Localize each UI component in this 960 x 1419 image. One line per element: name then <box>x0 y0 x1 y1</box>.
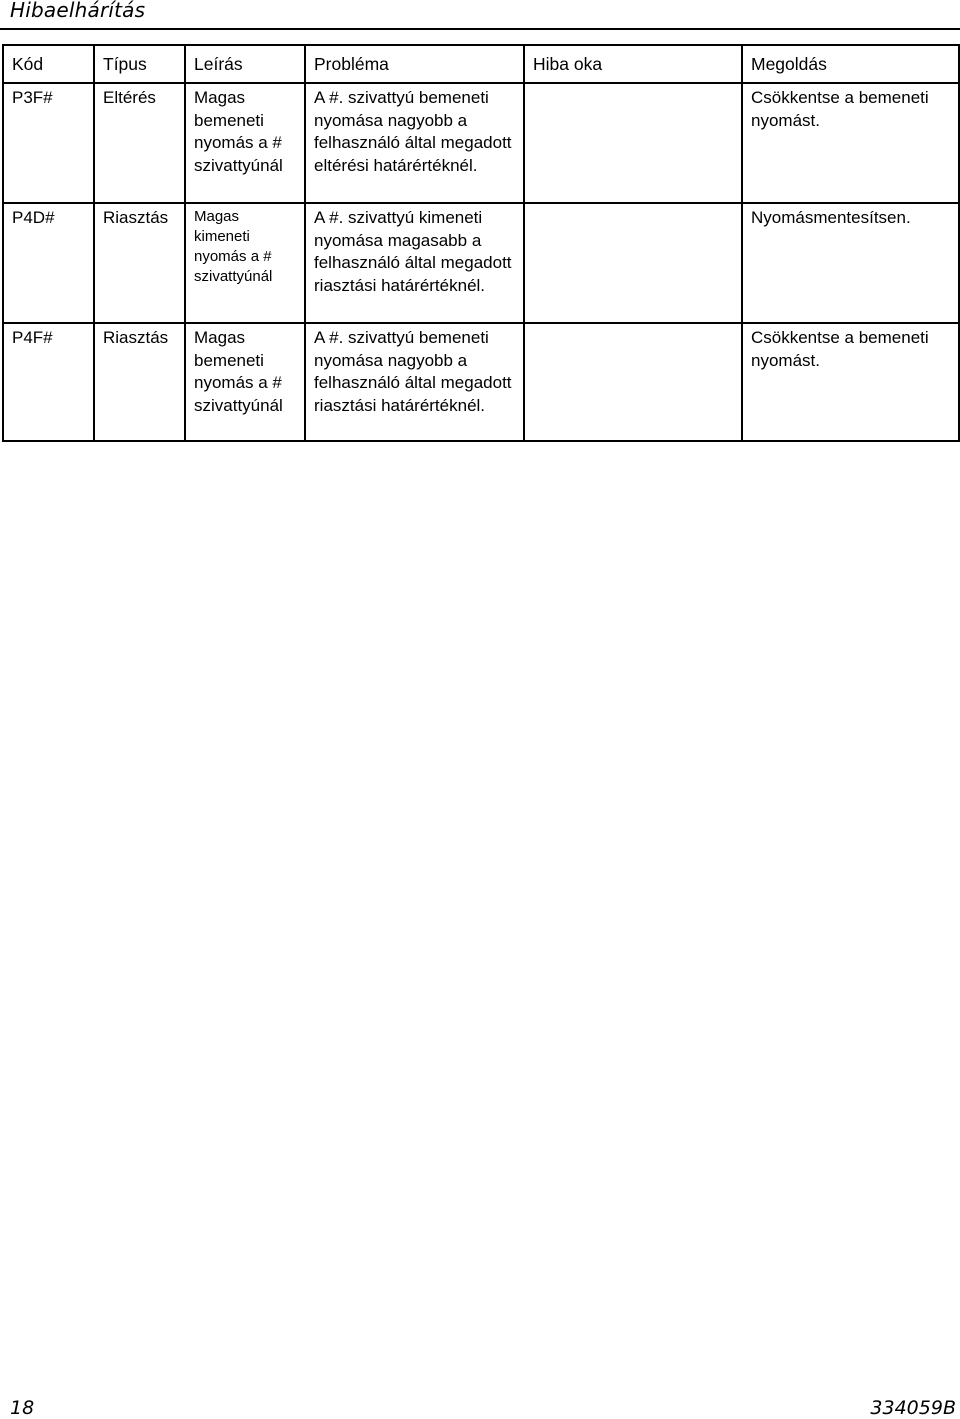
cell-problem: A #. szivattyú bemeneti nyomása nagyobb a felhasználó által megadott eltérési határértéknél. <box>305 83 524 203</box>
cell-code: P3F# <box>3 83 94 203</box>
cell-solution: Csökkentse a bemeneti nyomást. <box>742 83 959 203</box>
cell-code: P4D# <box>3 203 94 323</box>
column-header-type: Típus <box>94 45 185 83</box>
table-row <box>3 203 959 323</box>
page-header-title: Hibaelhárítás <box>10 0 146 22</box>
cell-cause <box>524 323 742 441</box>
cell-code: P4F# <box>3 323 94 441</box>
column-header-description: Leírás <box>185 45 305 83</box>
cell-cause <box>524 83 742 203</box>
troubleshooting-table <box>2 44 960 442</box>
cell-solution: Nyomásmentesítsen. <box>742 203 959 323</box>
cell-description: Magas bemeneti nyomás a # szivattyúnál <box>185 83 305 203</box>
cell-type: Eltérés <box>94 83 185 203</box>
page-number: 18 <box>10 1397 35 1419</box>
table-row <box>3 83 959 203</box>
column-header-solution: Megoldás <box>742 45 959 83</box>
cell-problem: A #. szivattyú bemeneti nyomása nagyobb a felhasználó által megadott riasztási határértéknél. <box>305 323 524 441</box>
cell-problem: A #. szivattyú kimeneti nyomása magasabb a felhasználó által megadott riasztási határértéknél. <box>305 203 524 323</box>
cell-description: Magas kimeneti nyomás a # szivattyúnál <box>185 203 305 323</box>
column-header-code: Kód <box>3 45 94 83</box>
table-header-row <box>3 45 959 83</box>
cell-description: Magas bemeneti nyomás a # szivattyúnál <box>185 323 305 441</box>
document-number: 334059B <box>870 1397 956 1419</box>
cell-type: Riasztás <box>94 203 185 323</box>
cell-solution: Csökkentse a bemeneti nyomást. <box>742 323 959 441</box>
header-rule <box>0 28 960 30</box>
column-header-cause: Hiba oka <box>524 45 742 83</box>
column-header-problem: Probléma <box>305 45 524 83</box>
table-row <box>3 323 959 441</box>
cell-cause <box>524 203 742 323</box>
cell-type: Riasztás <box>94 323 185 441</box>
